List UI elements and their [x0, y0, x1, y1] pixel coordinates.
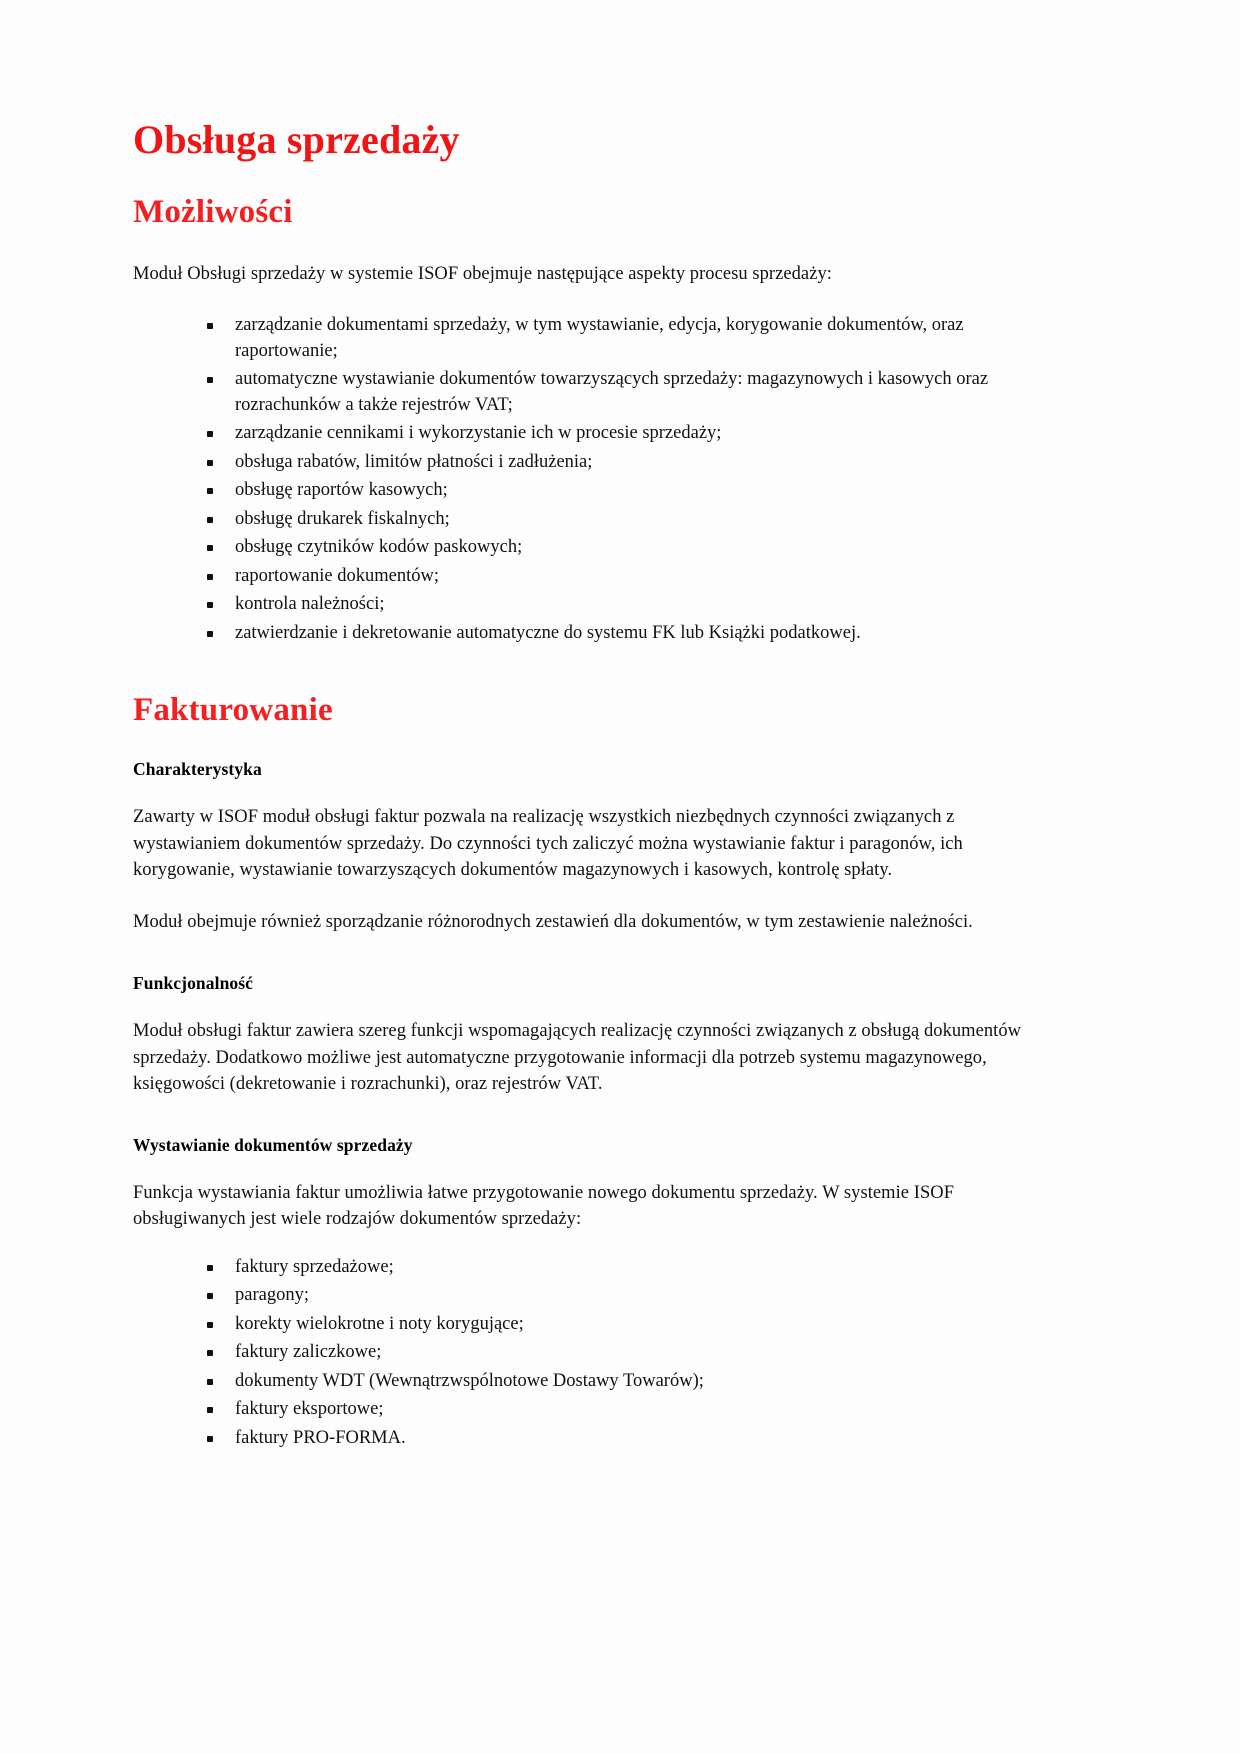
- list-item: paragony;: [201, 1283, 1050, 1309]
- list-item: obsługę czytników kodów paskowych;: [201, 535, 1050, 561]
- list-item: obsługę raportów kasowych;: [201, 478, 1050, 504]
- list-item: dokumenty WDT (Wewnątrzwspólnotowe Dostawy Towarów);: [201, 1369, 1050, 1395]
- section-heading-fakturowanie: Fakturowanie: [133, 692, 333, 729]
- list-item: faktury eksportowe;: [201, 1397, 1050, 1423]
- list-item: automatyczne wystawianie dokumentów towarzyszących sprzedaży: magazynowych i kasowych oraz rozrachunków a także rejestrów VAT;: [201, 367, 1050, 418]
- wystawianie-paragraph-1: Funkcja wystawiania faktur umożliwia łatwe przygotowanie nowego dokumentu sprzedaży. W systemie ISOF obsługiwanych jest wiele rodzajów dokumentów sprzedaży:: [133, 1183, 955, 1230]
- list-item: faktury zaliczkowe;: [201, 1340, 1050, 1366]
- page-title: Obsługa sprzedaży: [133, 117, 460, 162]
- list-item: faktury sprzedażowe;: [201, 1255, 1050, 1281]
- mozliwosci-intro-paragraph: Moduł Obsługi sprzedaży w systemie ISOF obejmuje następujące aspekty procesu sprzedaży:: [133, 263, 832, 284]
- mozliwosci-bullet-list: [133, 313, 1050, 646]
- list-item: korekty wielokrotne i noty korygujące;: [201, 1312, 1050, 1338]
- wystawianie-bullet-list: [133, 1255, 1050, 1452]
- charakterystyka-paragraph-1: Zawarty w ISOF moduł obsługi faktur pozwala na realizację wszystkich niezbędnych czynności związanych z wystawianiem dokumentów sprzedaży. Do czynności tych zaliczyć można wystawianie faktur i paragonów, ich korygowanie, wystawianie towarzyszących dokumentów magazynowych i kasowych, kontrolę spłaty.: [133, 807, 963, 880]
- section-heading-mozliwosci: Możliwości: [133, 194, 293, 230]
- list-item: zarządzanie cennikami i wykorzystanie ich w procesie sprzedaży;: [201, 421, 1050, 447]
- subsection-heading-funkcjonalnosc: Funkcjonalność: [133, 973, 254, 994]
- funkcjonalnosc-paragraph-1: Moduł obsługi faktur zawiera szereg funkcji wspomagających realizację czynności związanych z obsługą dokumentów sprzedaży. Dodatkowo możliwe jest automatyczne przygotowanie informacji dla potrzeb systemu magazynowego, księgowości (dekretowanie i rozrachunki), oraz rejestrów VAT.: [133, 1021, 1022, 1094]
- list-item: zarządzanie dokumentami sprzedaży, w tym wystawianie, edycja, korygowanie dokumentów, oraz raportowanie;: [201, 313, 1050, 364]
- list-item: obsługę drukarek fiskalnych;: [201, 507, 1050, 533]
- list-item: obsługa rabatów, limitów płatności i zadłużenia;: [201, 450, 1050, 476]
- charakterystyka-paragraph-2: Moduł obejmuje również sporządzanie różnorodnych zestawień dla dokumentów, w tym zestawienie należności.: [133, 912, 973, 933]
- list-item: kontrola należności;: [201, 592, 1050, 618]
- list-item: zatwierdzanie i dekretowanie automatyczne do systemu FK lub Książki podatkowej.: [201, 621, 1050, 647]
- subsection-heading-wystawianie-dokumentow: Wystawianie dokumentów sprzedaży: [133, 1135, 413, 1156]
- list-item: raportowanie dokumentów;: [201, 564, 1050, 590]
- list-item: faktury PRO-FORMA.: [201, 1426, 1050, 1452]
- subsection-heading-charakterystyka: Charakterystyka: [133, 759, 262, 780]
